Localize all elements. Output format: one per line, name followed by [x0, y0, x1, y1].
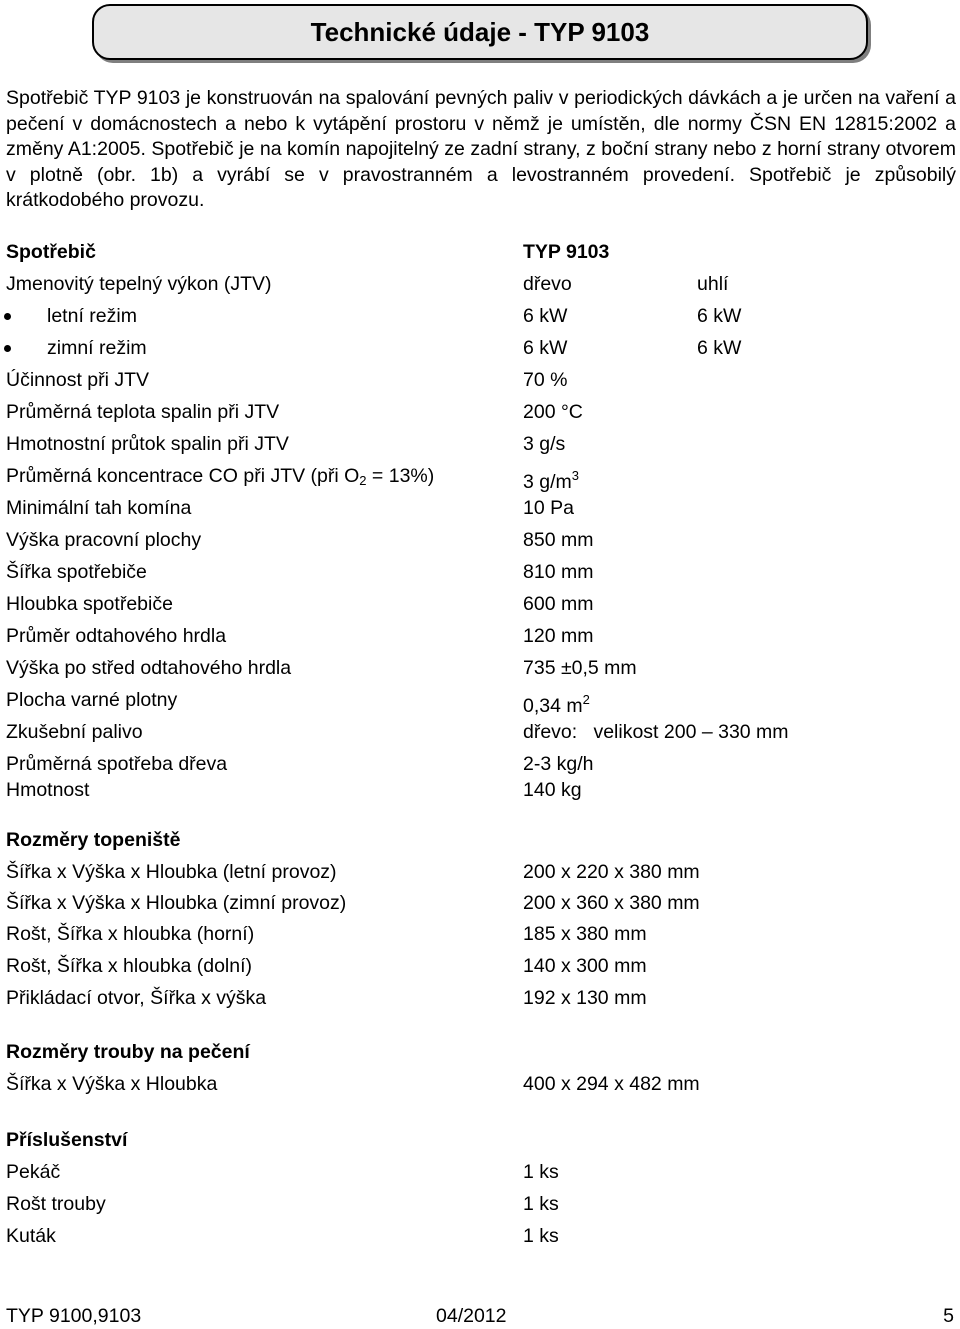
draught-value: 10 Pa — [523, 497, 574, 519]
co-concentration-label: Průměrná koncentrace CO při JTV (při $O_2 = 13\%$) — [6, 465, 435, 488]
draught-label: Minimální tah komína — [6, 497, 192, 519]
jtv-col-coal: uhlí — [697, 273, 729, 295]
mass-flow-label: Hmotnostní průtok spalin při JTV — [6, 433, 289, 455]
firebox-heading: Rozměry topeniště — [6, 829, 181, 851]
winter-wood-value: 6 kW — [523, 337, 568, 359]
footer-date: 04/2012 — [436, 1305, 507, 1327]
wood-consumption-value: 2-3 kg/h — [523, 753, 594, 775]
footer-model: TYP 9100,9103 — [6, 1305, 142, 1327]
bullet-icon — [4, 345, 11, 352]
accessory-quantity: 1 ks — [523, 1193, 559, 1215]
accessory-label: Kuták — [6, 1225, 56, 1247]
accessories-heading: Příslušenství — [6, 1129, 128, 1151]
firebox-row-label: Přikládací otvor, Šířka x výška — [6, 987, 267, 1009]
test-fuel-value: dřevo: velikost 200 – 330 mm — [523, 721, 789, 743]
hob-area-value: 0,34 $m^2$ — [523, 692, 590, 717]
winter-coal-value: 6 kW — [697, 337, 742, 359]
page-number: 5 — [943, 1305, 954, 1327]
oven-row-value: 400 x 294 x 482 mm — [523, 1073, 700, 1095]
oven-row-label: Šířka x Výška x Hloubka — [6, 1073, 218, 1095]
flue-temp-label: Průměrná teplota spalin při JTV — [6, 401, 280, 423]
firebox-row-value: 200 x 360 x 380 mm — [523, 892, 700, 914]
flue-height-label: Výška po střed odtahového hrdla — [6, 657, 292, 679]
wood-consumption-label: Průměrná spotřeba dřeva — [6, 753, 228, 775]
jtv-col-wood: dřevo — [523, 273, 572, 295]
depth-value: 600 mm — [523, 593, 594, 615]
weight-value: 140 kg — [523, 779, 582, 801]
winter-mode-label: zimní režim — [47, 337, 147, 359]
spec-header-value: TYP 9103 — [523, 241, 610, 263]
firebox-row-value: 192 x 130 mm — [523, 987, 647, 1009]
firebox-row-label: Rošt, Šířka x hloubka (dolní) — [6, 955, 253, 977]
efficiency-value: 70 % — [523, 369, 568, 391]
hob-area-label: Plocha varné plotny — [6, 689, 178, 711]
title-banner — [92, 4, 868, 60]
flue-height-value: 735 ±0,5 mm — [523, 657, 637, 679]
bullet-icon — [4, 313, 11, 320]
depth-label: Hloubka spotřebiče — [6, 593, 173, 615]
page-title: Technické údaje - TYP 9103 — [310, 16, 650, 47]
summer-coal-value: 6 kW — [697, 305, 742, 327]
spec-header-label: Spotřebič — [6, 241, 96, 263]
jtv-label: Jmenovitý tepelný výkon (JTV) — [6, 273, 272, 295]
accessory-quantity: 1 ks — [523, 1161, 559, 1183]
width-label: Šířka spotřebiče — [6, 561, 147, 583]
accessory-label: Pekáč — [6, 1161, 61, 1183]
efficiency-label: Účinnost při JTV — [6, 369, 150, 391]
work-height-value: 850 mm — [523, 529, 594, 551]
firebox-row-label: Šířka x Výška x Hloubka (letní provoz) — [6, 861, 337, 883]
co-concentration-value: 3 $g/m^3$ — [523, 468, 580, 493]
firebox-row-value: 185 x 380 mm — [523, 923, 647, 945]
mass-flow-value: 3 g/s — [523, 433, 566, 455]
firebox-row-label: Rošt, Šířka x hloubka (horní) — [6, 923, 255, 945]
oven-heading: Rozměry trouby na pečení — [6, 1041, 250, 1063]
intro-paragraph: Spotřebič TYP 9103 je konstruován na spalování pevných paliv v periodických dávkách a je určen na vaření a pečení v domácnostech a nebo k vytápění prostoru v němž je umístěn, dle normy ČSN EN 12815:2002 a změny A1:2005. Spotřebič je na komín napojitelný ze zadní strany, z boční strany nebo z horní strany otvorem v plotně (obr. 1b) a vyrábí se v pravostranném a levostranném provedení. Spotřebič je způsobilý krátkodobého provozu. — [6, 87, 956, 212]
accessory-label: Rošt trouby — [6, 1193, 106, 1215]
work-height-label: Výška pracovní plochy — [6, 529, 202, 551]
summer-wood-value: 6 kW — [523, 305, 568, 327]
firebox-row-value: 200 x 220 x 380 mm — [523, 861, 700, 883]
firebox-row-label: Šířka x Výška x Hloubka (zimní provoz) — [6, 892, 347, 914]
width-value: 810 mm — [523, 561, 594, 583]
flue-diameter-label: Průměr odtahového hrdla — [6, 625, 227, 647]
flue-diameter-value: 120 mm — [523, 625, 594, 647]
flue-temp-value: 200 °C — [523, 401, 583, 423]
weight-label: Hmotnost — [6, 779, 90, 801]
accessory-quantity: 1 ks — [523, 1225, 559, 1247]
summer-mode-label: letní režim — [47, 305, 137, 327]
test-fuel-label: Zkušební palivo — [6, 721, 143, 743]
firebox-row-value: 140 x 300 mm — [523, 955, 647, 977]
